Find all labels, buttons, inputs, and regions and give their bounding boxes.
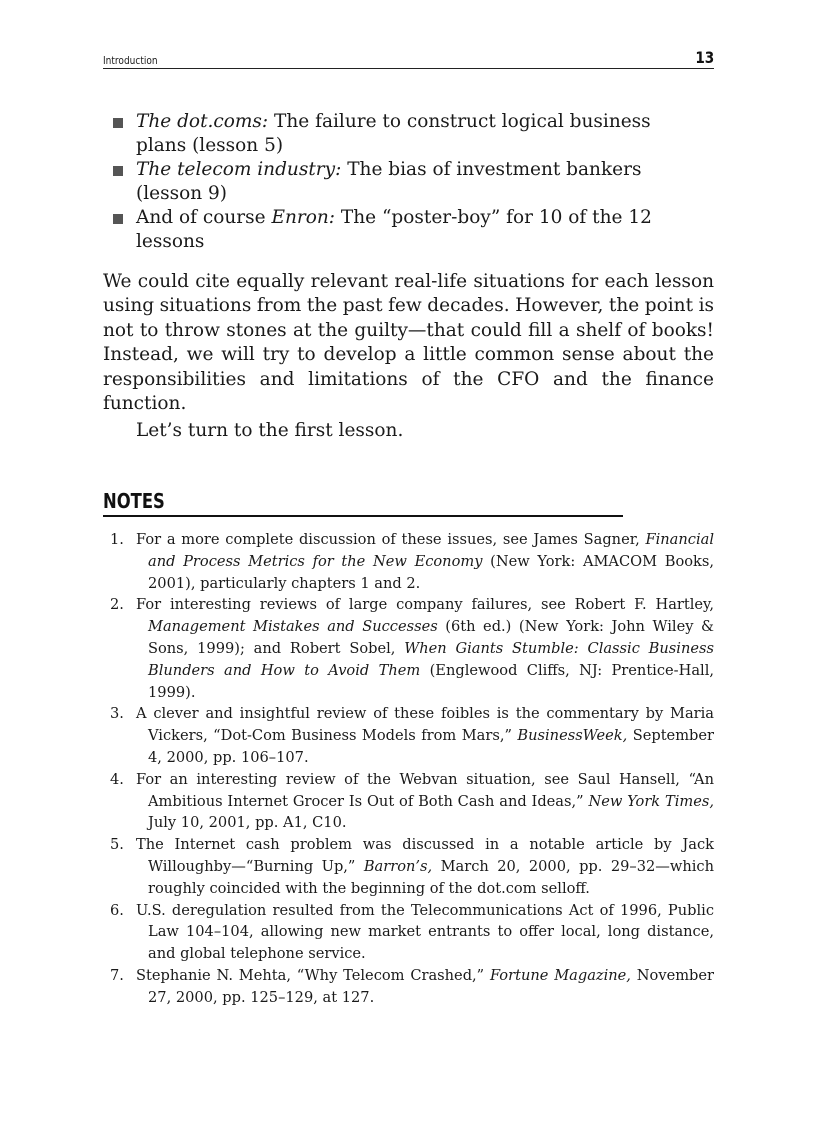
square-bullet-icon [113,214,123,224]
note-text: For interesting reviews of large company failures, see Robert F. Hartley, [136,596,714,614]
note-text: For an interesting review of the Webvan situation, see Saul Hansell, “An Ambitious Internet Grocer Is Out of Both Cash and Ideas,” [136,770,714,810]
note-title: Management Mistakes and Successes [148,618,438,636]
bullet-term: The telecom industry: [136,159,342,180]
note-title: New York Times, [588,792,714,810]
note-text: July 10, 2001, pp. A1, C10. [148,814,347,832]
bullet-text: The failure to construct logical business plans (lesson 5) [136,111,651,156]
notes-heading [103,487,623,517]
note-text: (Englewood Cliffs, NJ: Prentice-Hall, 1999). [148,661,714,701]
note-item [103,529,714,594]
note-text: November 27, 2000, pp. 125–129, at 127. [148,966,715,1006]
body-paragraph-2: Let’s turn to the first lesson. [136,420,404,441]
note-item [103,594,714,703]
note-item [103,769,714,834]
bullet-item [103,110,676,158]
note-text: March 20, 2000, pp. 29–32—which roughly coincided with the beginning of the dot.com selloff. [148,857,714,897]
note-number: 6. [110,901,124,919]
body-paragraph: We could cite equally relevant real-life situations for each lesson using situations from the past few decades. However, the point is not to throw stones at the guilty—that could fill a shelf of books! Instead, we will try to develop a little common sense about the responsibilities and limitations of the CFO and the finance function. [103,271,714,415]
note-text: For a more complete discussion of these issues, see James Sagner, [136,531,646,548]
bullet-text: The “poster-boy” for 10 of the 12 lessons [136,207,652,252]
note-title: BusinessWeek, [517,727,628,745]
note-title: When Giants Stumble: Classic Business Blunders and How to Avoid Them [148,639,714,679]
square-bullet-icon [113,166,123,176]
square-bullet-icon [113,118,123,128]
page-number: 13 [695,48,714,67]
bullet-term: Enron: [271,207,336,228]
note-text: (New York: AMACOM Books, 2001), particularly chapters 1 and 2. [148,552,714,592]
bullet-prefix: And of course [136,207,272,228]
bullet-item [103,158,676,206]
note-title: Fortune Magazine, [489,966,631,984]
notes-list [103,529,714,1009]
note-item [103,965,714,1009]
note-number: 7. [110,966,124,984]
note-title: Financial and Process Metrics for the New Economy [148,531,714,570]
bullet-term: The dot.coms: [136,111,269,132]
note-text: September 4, 2000, pp. 106–107. [148,727,714,766]
note-number: 3. [110,705,124,723]
note-number: 4. [110,770,124,788]
note-text: Stephanie N. Mehta, “Why Telecom Crashed,” [136,966,490,984]
note-item [103,703,714,768]
note-title: Barron’s, [363,857,433,875]
running-head [103,48,714,69]
note-number: 2. [110,596,124,614]
note-text: (6th ed.) (New York: John Wiley & Sons, 1999); and Robert Sobel, [148,618,715,657]
notes-heading-text: NOTES [103,489,165,513]
note-number: 1. [110,531,124,548]
note-number: 5. [110,836,124,854]
note-item [103,834,714,899]
section-title: Introduction [103,54,158,67]
note-text: The Internet cash problem was discussed in a notable article by Jack Willoughby—“Burning Up,” [136,836,714,875]
bullet-list [103,110,714,254]
note-text: U.S. deregulation resulted from the Telecommunications Act of 1996, Public Law 104–104, allowing new market entrants to offer local, long distance, and global telephone service. [136,901,714,963]
bullet-item [103,206,676,254]
note-item [103,900,714,965]
bullet-text: The bias of investment bankers (lesson 9) [136,159,642,204]
note-text: A clever and insightful review of these foibles is the commentary by Maria Vickers, “Dot-Com Business Models from Mars,” [136,705,714,745]
